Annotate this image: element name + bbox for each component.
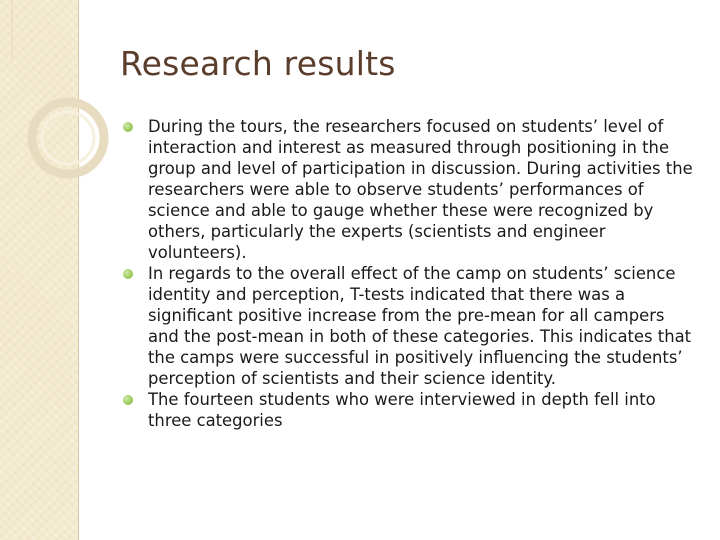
bullet-item xyxy=(122,116,697,263)
bullet-dot-icon xyxy=(123,395,133,405)
bullet-text: In regards to the overall effect of the camp on students’ science identity and perception, T-tests indicated that there was a significant positive increase from the pre-mean for all campers and the post-mean in both of these categories. This indicates that the camps were successful in positively influencing the students’ perception of scientists and their science identity. xyxy=(148,264,692,388)
bullet-dot-icon xyxy=(123,122,133,132)
bullet-item xyxy=(122,389,697,431)
bullet-text: The fourteen students who were interviewed in depth fell into three categories xyxy=(148,390,656,430)
bullet-item xyxy=(122,263,697,389)
slide-title: Research results xyxy=(120,44,396,83)
bullet-dot-icon xyxy=(123,269,133,279)
side-decoration-panel xyxy=(0,0,79,540)
bullet-list xyxy=(122,116,697,431)
bullet-text: During the tours, the researchers focused on students’ level of interaction and interest as measured through positioning in the group and level of participation in discussion. During activities the researchers were able to observe students’ performances of science and able to gauge whether these were recognized by others, particularly the experts (scientists and engineer volunteers). xyxy=(148,117,693,262)
